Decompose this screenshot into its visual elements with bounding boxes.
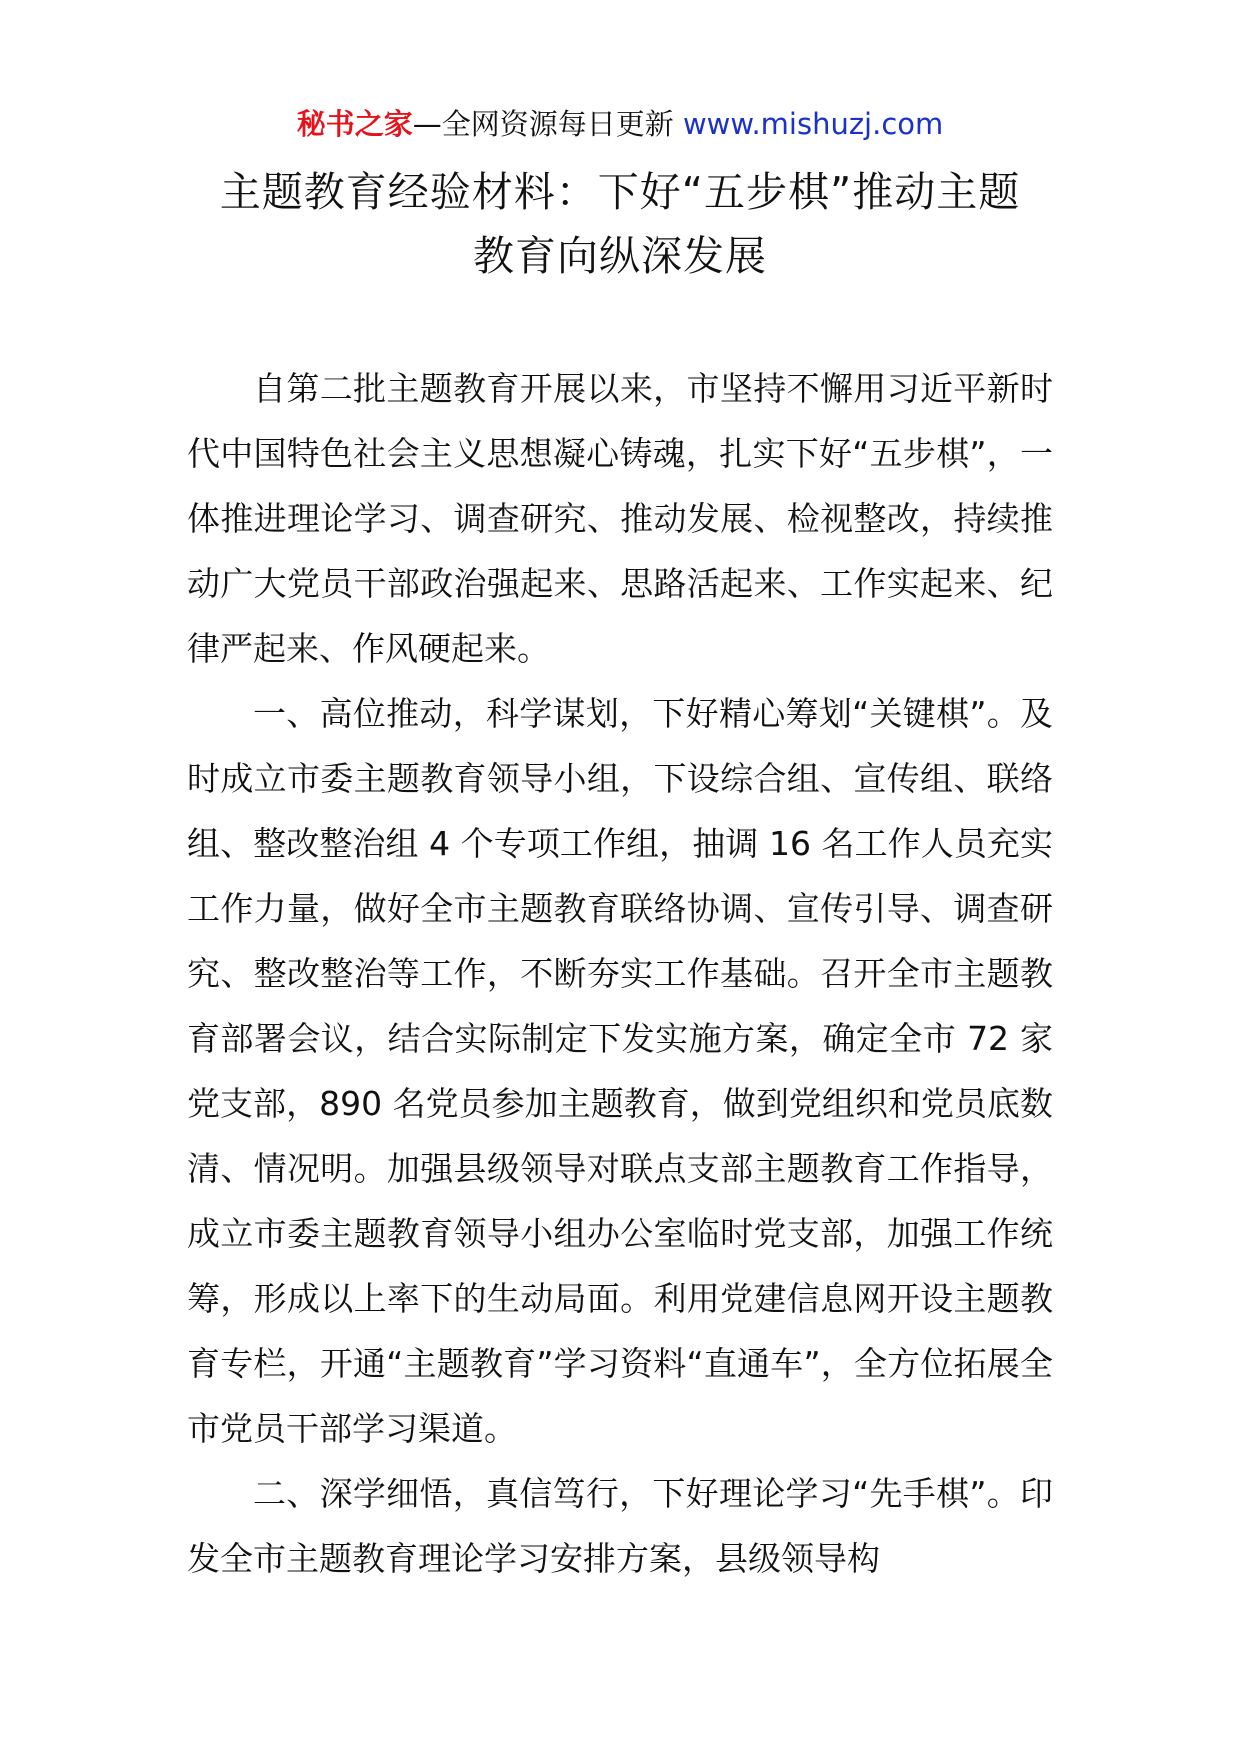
paragraph-section-2: 二、深学细悟，真信笃行，下好理论学习“先手棋”。印发全市主题教育理论学习安排方案，县级领导构 xyxy=(187,1474,1053,1578)
brand-name: 秘书之家 xyxy=(296,107,413,141)
site-banner xyxy=(0,102,1240,146)
site-url-link[interactable]: www.mishuzj.com xyxy=(682,107,944,141)
banner-slogan: —全网资源每日更新 xyxy=(412,107,683,141)
title-line-1: 主题教育经验材料：下好“五步棋”推动主题 xyxy=(219,168,1021,216)
title-line-2: 教育向纵深发展 xyxy=(473,232,767,280)
paragraph-intro: 自第二批主题教育开展以来，市坚持不懈用习近平新时代中国特色社会主义思想凝心铸魂，扎实下好“五步棋”，一体推进理论学习、调查研究、推动发展、检视整改，持续推动广大党员干部政治强起来、思路活起来、工作实起来、纪律严起来、作风硬起来。 xyxy=(187,369,1053,668)
document-title xyxy=(150,160,1090,288)
paragraph-section-1: 一、高位推动，科学谋划，下好精心筹划“关键棋”。及时成立市委主题教育领导小组，下设综合组、宣传组、联络组、整改整治组 4 个专项工作组，抽调 16 名工作人员充实工作力量，做好全市主题教育联络协调、宣传引导、调查研究、整改整治等工作，不断夯实工作基础。召开全市主题教育部署会议，结合实际制定下发实施方案，确定全市 72 家党支部，890 名党员参加主题教育，做到党组织和党员底数清、情况明。加强县级领导对联点支部主题教育工作指导，成立市委主题教育领导小组办公室临时党支部，加强工作统筹，形成以上率下的生动局面。利用党建信息网开设主题教育专栏，开通“主题教育”学习资料“直通车”，全方位拓展全市党员干部学习渠道。 xyxy=(187,694,1053,1448)
document-body xyxy=(187,356,1053,1591)
